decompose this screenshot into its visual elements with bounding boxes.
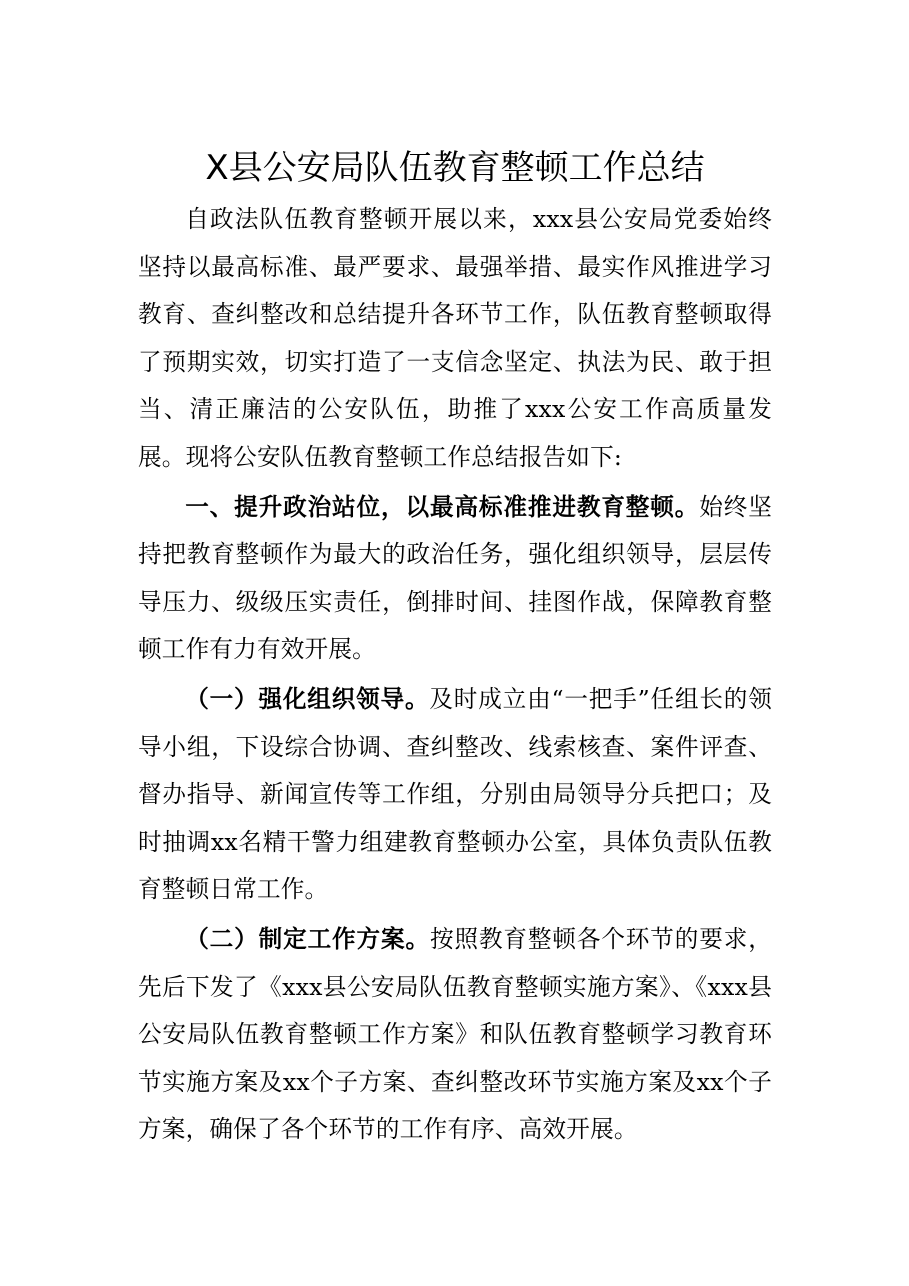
paragraph-text: 自政法队伍教育整顿开展以来，xxx县公安局党委始终坚持以最高标准、最严要求、最强举措、最实作风推进学习教育、查纠整改和总结提升各环节工作，队伍教育整顿取得了预期实效，切实打造了一支信念坚定、执法为民、敢于担当、清正廉洁的公安队伍，助推了xxx公安工作高质量发展。现将公安队伍教育整顿工作总结报告如下: (138, 205, 772, 471)
paragraph-text: 按照教育整顿各个环节的要求，先后下发了《xxx县公安局队伍教育整顿实施方案》、《xxx县公安局队伍教育整顿工作方案》和队伍教育整顿学习教育环节实施方案及xx个子方案、查纠整改环节实施方案及xx个子方案，确保了各个环节的工作有序、高效开展。 (138, 924, 772, 1144)
section-heading: 一、提升政治站位，以最高标准推进教育整顿。 (185, 492, 700, 521)
section-1-paragraph (138, 484, 772, 674)
paragraph-text: 及时成立由“一把手”任组长的领导小组，下设综合协调、查纠整改、线索核查、案件评查、督办指导、新闻宣传等工作组，分别由局领导分兵把口；及时抽调xx名精干警力组建教育整顿办公室，具体负责队伍教育整顿日常工作。 (138, 684, 773, 904)
document-body (138, 140, 772, 1154)
paragraph-text: 始终坚持把教育整顿作为最大的政治任务，强化组织领导，层层传导压力、级级压实责任，倒排时间、挂图作战，保障教育整顿工作有力有效开展。 (138, 492, 772, 664)
subsection-2-paragraph (138, 916, 772, 1154)
document-title: X县公安局队伍教育整顿工作总结 (205, 148, 705, 188)
subsection-heading: （二）制定工作方案。 (185, 924, 430, 953)
subsection-1-paragraph (138, 676, 772, 914)
intro-paragraph (138, 196, 772, 482)
subsection-heading: （一）强化组织领导。 (185, 684, 430, 713)
